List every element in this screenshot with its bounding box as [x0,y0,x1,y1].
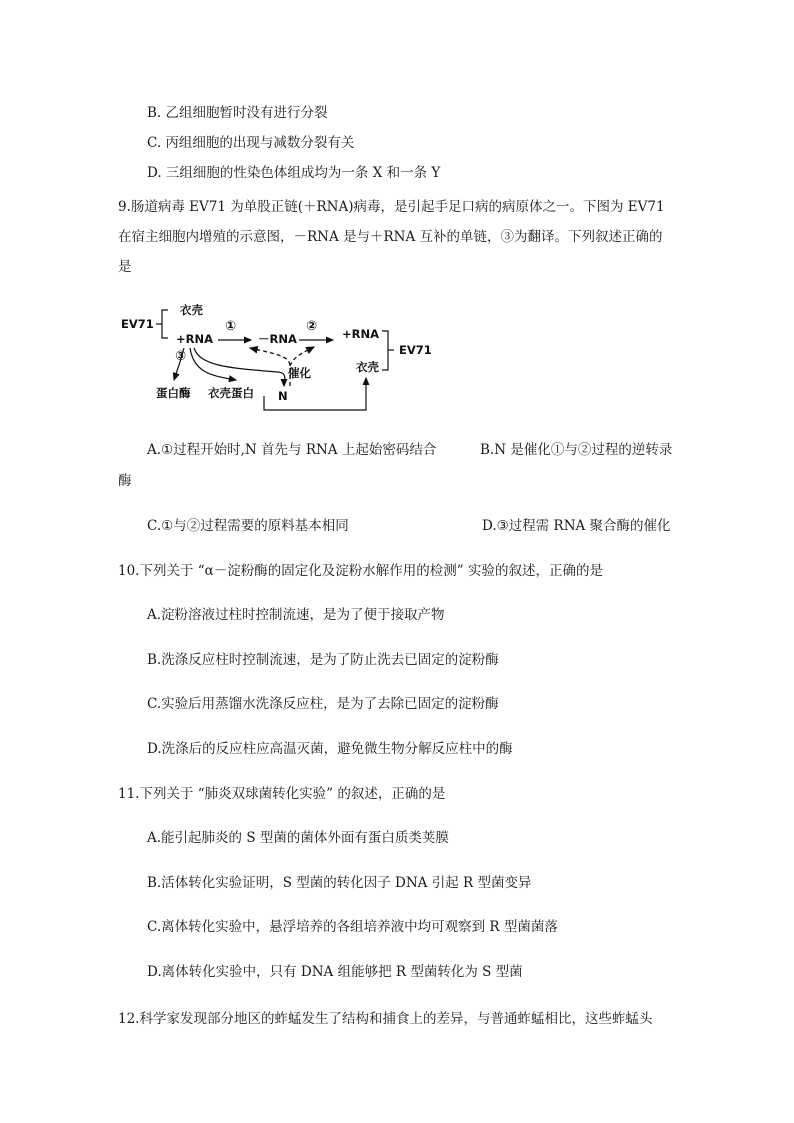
coat-protein-label: 衣壳蛋白 [208,386,254,400]
ev71-right-label: EV71 [399,343,432,357]
coat-top-label: 衣壳 [180,303,203,317]
q10-option-a: A.淀粉溶液过柱时控制流速，是为了便于接取产物 [147,607,445,623]
q9-option-b: B.N 是催化①与②过程的逆转录 [480,442,673,458]
catalysis-arrow-step2 [290,347,314,366]
q8-option-b: B. 乙组细胞暂时没有进行分裂 [147,105,328,121]
step2-marker: ② [306,319,318,334]
q9-stem-line2: 在宿主细胞内增殖的示意图，－RNA 是与＋RNA 互补的单链，③为翻译。下列叙述正确的 [118,229,663,245]
step1-marker: ① [225,319,237,334]
protease-label: 蛋白酶 [156,386,191,400]
q9-option-c: C.①与②过程需要的原料基本相同 [147,518,349,534]
q11-option-b: B.活体转化实验证明，S 型菌的转化因子 DNA 引起 R 型菌变异 [147,875,532,891]
q8-option-c: C. 丙组细胞的出现与减数分裂有关 [147,135,355,151]
catalyze-label: 催化 [288,366,311,380]
minus-rna-label: －RNA [258,332,297,346]
left-bracket [162,310,168,338]
q9-option-a: A.①过程开始时,N 首先与 RNA 上起始密码结合 [147,442,437,458]
plus-rna-left-label: +RNA [176,332,214,346]
q11-option-c: C.离体转化实验中，悬浮培养的各组培养液中均可观察到 R 型菌菌落 [147,919,558,935]
coat-right-label: 衣壳 [356,360,379,374]
ev71-left-label: EV71 [121,317,154,331]
q9-option-d: D.③过程需 RNA 聚合酶的催化 [482,518,671,534]
q9-stem-line3: 是 [118,259,132,275]
q10-option-b: B.洗涤反应柱时控制流速，是为了防止洗去已固定的淀粉酶 [147,652,499,668]
q12-stem: 12.科学家发现部分地区的蚱蜢发生了结构和捕食上的差异，与普通蚱蜢相比，这些蚱蜢头 [118,1011,653,1027]
q10-option-d: D.洗涤后的反应柱应高温灭菌，避免微生物分解反应柱中的酶 [147,741,513,757]
ev71-replication-diagram [118,300,458,415]
q11-stem: 11.下列关于 “肺炎双球菌转化实验” 的叙述，正确的是 [118,786,446,802]
q9-option-b-continued: 酶 [118,473,132,489]
right-bracket [382,331,388,370]
n-label: N [278,389,288,403]
q9-stem-line1: 9.肠道病毒 EV71 为单股正链(＋RNA)病毒，是引起手足口病的病原体之一。下图为 EV71 [118,199,665,215]
q10-stem: 10.下列关于 “α－淀粉酶的固定化及淀粉水解作用的检测” 实验的叙述，正确的是 [118,563,603,579]
q10-option-c: C.实验后用蒸馏水洗涤反应柱，是为了去除已固定的淀粉酶 [147,696,499,712]
q8-option-d: D. 三组细胞的性染色体组成均为一条 X 和一条 Y [147,165,441,181]
step3-marker: ③ [175,349,187,364]
q11-option-a: A.能引起肺炎的 S 型菌的菌体外面有蛋白质类荚膜 [147,830,449,846]
q11-option-d: D.离体转化实验中，只有 DNA 组能够把 R 型菌转化为 S 型菌 [147,964,523,980]
plus-rna-right-label: +RNA [342,327,380,341]
arrow-to-n [194,348,285,386]
